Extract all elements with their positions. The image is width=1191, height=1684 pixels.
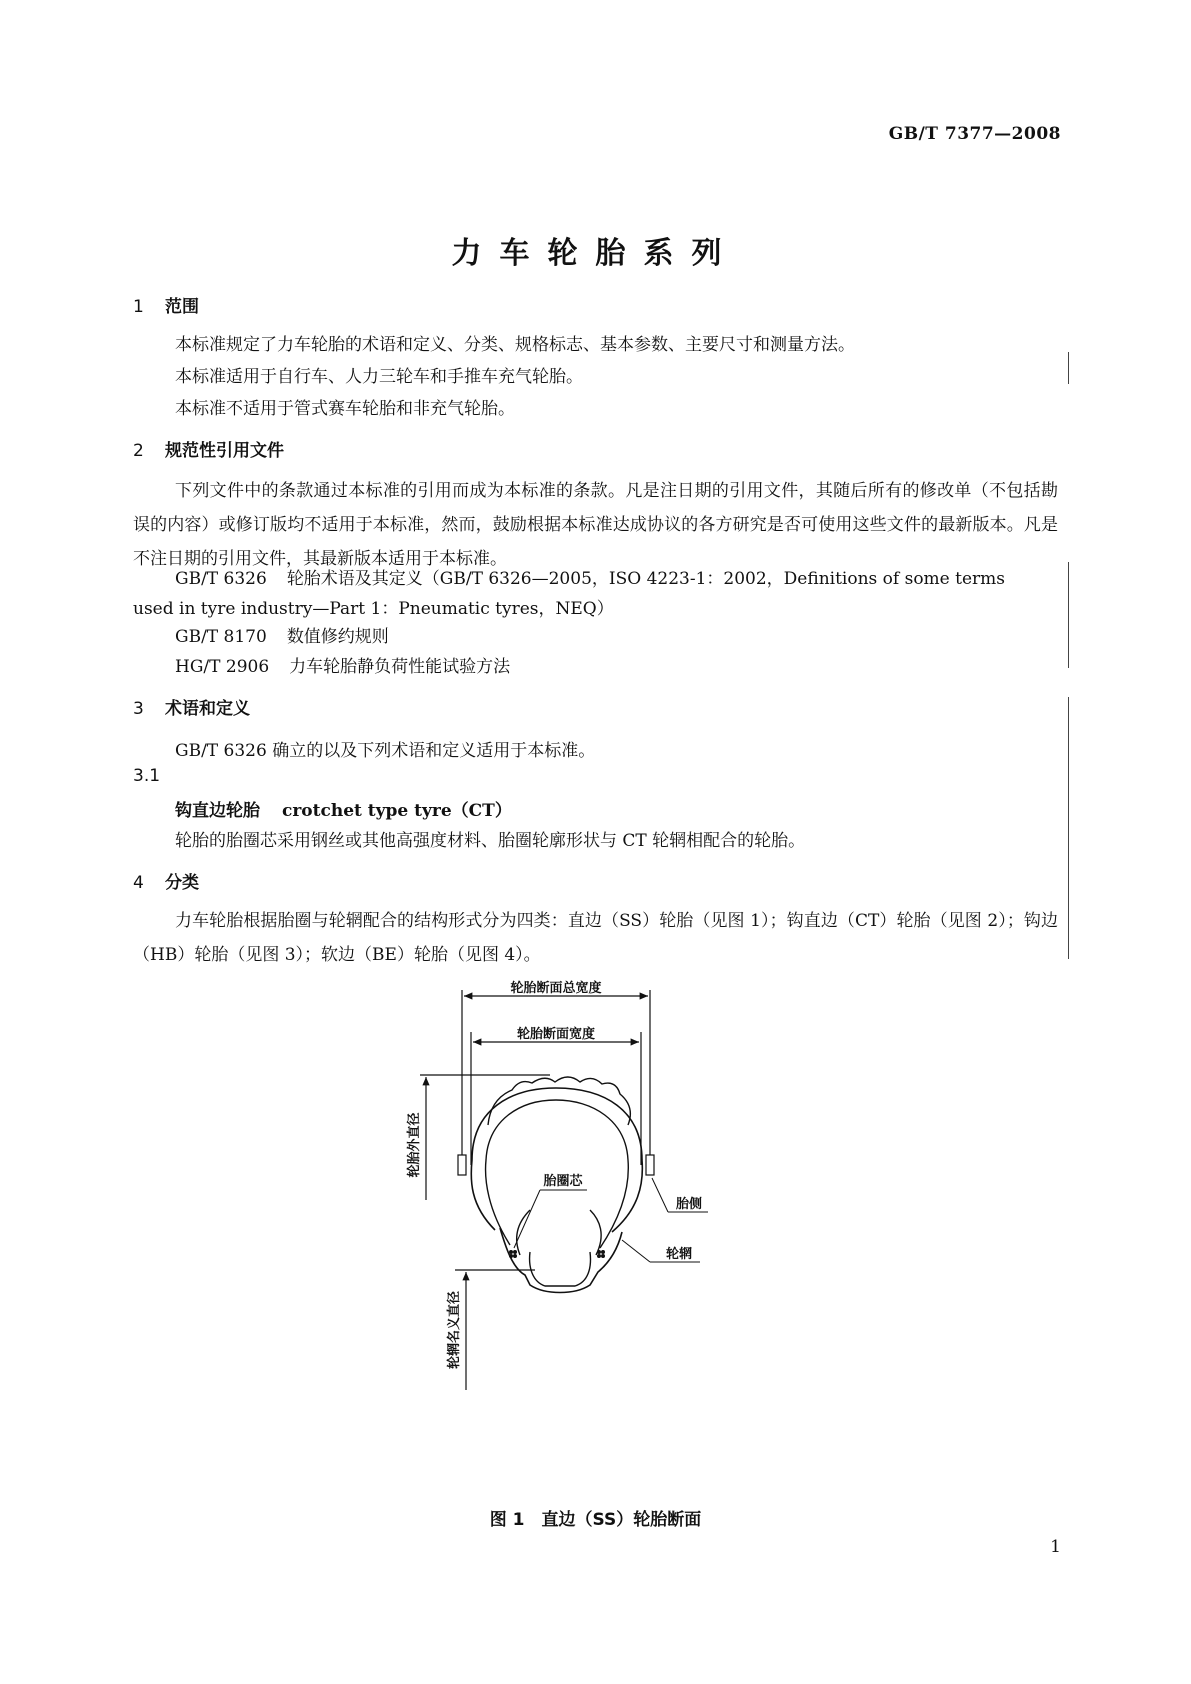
inner-tube — [517, 1210, 601, 1255]
page-title: 力车轮胎系列 — [451, 236, 740, 271]
revision-bar — [1068, 697, 1069, 959]
reference-1 — [175, 564, 1005, 589]
label-sidewall: 胎侧 — [676, 1197, 703, 1212]
standard-code: GB/T 7377—2008 — [888, 124, 1061, 144]
section-3-heading — [133, 694, 250, 719]
term-entry — [175, 796, 512, 821]
s1-para-3: 本标准不适用于管式赛车轮胎和非充气轮胎。 — [175, 399, 515, 419]
section-number: 3 — [133, 699, 144, 719]
section-title: 术语和定义 — [165, 699, 250, 719]
reference-code: HG/T 2906 — [175, 657, 270, 677]
section-number: 4 — [133, 873, 144, 893]
section-1-heading — [133, 292, 199, 317]
s1-para-1: 本标准规定了力车轮胎的术语和定义、分类、规格标志、基本参数、主要尺寸和测量方法。 — [175, 335, 855, 355]
page-number: 1 — [1050, 1537, 1061, 1557]
term-definition: 轮胎的胎圈芯采用钢丝或其他高强度材料、胎圈轮廓形状与 CT 轮辋相配合的轮胎。 — [175, 831, 806, 851]
subclause-number: 3.1 — [133, 766, 161, 786]
rim-well — [530, 1252, 591, 1286]
reference-title: 力车轮胎静负荷性能试验方法 — [289, 657, 511, 677]
reference-title: 数值修约规则 — [286, 627, 389, 647]
section-number: 1 — [133, 297, 144, 317]
reference-code: GB/T 8170 — [175, 627, 267, 647]
s4-text: 力车轮胎根据胎圈与轮辋配合的结构形式分为四类：直边（SS）轮胎（见图 1）；钩直边（CT）轮胎（见图 2）；钩边（HB）轮胎（见图 3）；软边（BE）轮胎（见图 4）。 — [133, 911, 1058, 965]
reference-1-continued: used in tyre industry—Part 1：Pneumatic tyres，NEQ） — [133, 599, 614, 619]
revision-bar — [1068, 562, 1069, 668]
sidewall-marker — [458, 1155, 466, 1175]
label-rim: 轮辋 — [666, 1247, 693, 1262]
figure-caption: 图 1 直边（SS）轮胎断面 — [489, 1510, 702, 1530]
reference-3 — [175, 652, 510, 677]
s1-para-2: 本标准适用于自行车、人力三轮车和手推车充气轮胎。 — [175, 367, 583, 387]
section-4-heading — [133, 868, 199, 893]
label-rim-diameter: 轮辋名义直径 — [447, 1290, 462, 1370]
label-outer-diameter: 轮胎外直径 — [407, 1112, 422, 1178]
reference-title: 轮胎术语及其定义（GB/T 6326—2005，ISO 4223-1：2002，Definitions of some terms — [286, 569, 1006, 589]
term-chinese: 钩直边轮胎 — [175, 801, 260, 821]
term-english: crotchet type tyre（CT） — [282, 801, 512, 821]
label-total-width: 轮胎断面总宽度 — [510, 981, 602, 996]
reference-2 — [175, 622, 389, 647]
section-title: 规范性引用文件 — [165, 441, 284, 461]
s3-intro: GB/T 6326 确立的以及下列术语和定义适用于本标准。 — [175, 741, 596, 761]
label-bead-core: 胎圈芯 — [543, 1174, 583, 1189]
label-section-width: 轮胎断面宽度 — [516, 1027, 596, 1042]
sidewall-marker — [646, 1155, 654, 1175]
section-number: 2 — [133, 441, 144, 461]
section-title: 分类 — [165, 873, 199, 893]
reference-code: GB/T 6326 — [175, 569, 267, 589]
tyre-section-diagram — [400, 980, 800, 1500]
section-title: 范围 — [165, 297, 199, 317]
s2-intro: 下列文件中的条款通过本标准的引用而成为本标准的条款。凡是注日期的引用文件，其随后所有的修改单（不包括勘误的内容）或修订版均不适用于本标准，然而，鼓励根据本标准达成协议的各方研究是否可使用这些文件的最新版本。凡是不注日期的引用文件，其最新版本适用于本标准。 — [133, 481, 1058, 569]
section-2-heading — [133, 436, 284, 461]
revision-bar — [1068, 352, 1069, 384]
